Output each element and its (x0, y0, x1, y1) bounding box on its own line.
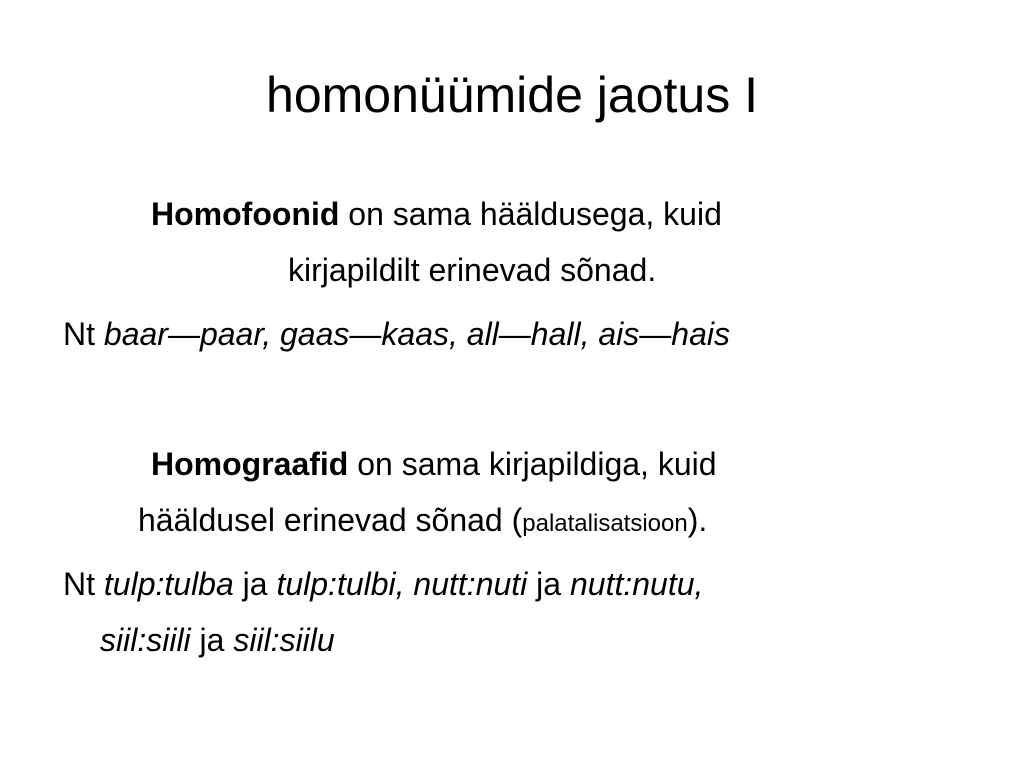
homographs-examples-line2 (100, 620, 335, 660)
conjunction: ja (190, 622, 234, 658)
homograph-example: tulp:tulbi, nutt:nuti (276, 566, 528, 602)
homographs-definition-end: ). (687, 502, 708, 538)
homograph-example: siil:siili (100, 622, 191, 658)
homographs-note: palatalisatsioon (522, 510, 688, 537)
homographs-definition-text: on sama kirjapildiga, kuid (348, 446, 717, 482)
homograph-example: tulp:tulba (103, 566, 234, 602)
homographs-definition-line1 (151, 444, 717, 484)
homophones-definition-text: on sama hääldusega, kuid (339, 196, 722, 232)
homographs-definition-line2 (138, 500, 707, 544)
homographs-examples-line1 (63, 564, 703, 604)
homographs-definition-text-2: hääldusel erinevad sõnad ( (138, 502, 523, 538)
homophones-example-words: baar—paar, gaas—kaas, all—hall, ais—hais (103, 316, 730, 352)
homograph-example: siil:siilu (233, 622, 335, 658)
homophones-term: Homofoonid (151, 196, 340, 232)
conjunction: ja (527, 566, 570, 602)
conjunction: ja (233, 566, 277, 602)
homophones-examples (63, 314, 730, 354)
example-prefix: Nt (63, 316, 104, 352)
homophones-definition-line1 (151, 194, 722, 234)
homophones-definition-line2: kirjapildilt erinevad sõnad. (288, 252, 657, 288)
slide-title: homonüümide jaotus I (266, 67, 758, 123)
homographs-term: Homograafid (151, 446, 349, 482)
example-prefix: Nt (63, 566, 104, 602)
homograph-example: nutt:nutu, (569, 566, 704, 602)
